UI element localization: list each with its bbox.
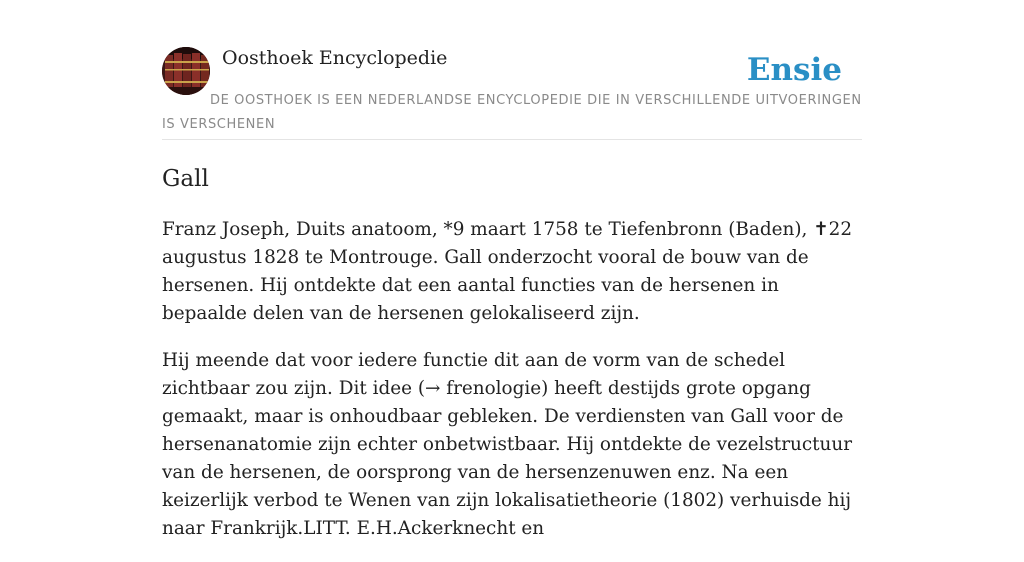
header-divider bbox=[162, 139, 862, 140]
article-body bbox=[162, 216, 862, 562]
encyclopedia-books-icon bbox=[162, 47, 210, 95]
article-paragraph: Franz Joseph, Duits anatoom, *9 maart 1758 te Tiefenbronn (Baden), ✝22 augustus 1828 te Montrouge. Gall onderzocht vooral de bouw van de hersenen. Hij ontdekte dat een aantal functies van de hersenen in bepaalde delen van de hersenen gelokaliseerd zijn. bbox=[162, 219, 853, 324]
site-avatar[interactable] bbox=[162, 47, 210, 95]
site-title[interactable]: Oosthoek Encyclopedie bbox=[222, 47, 448, 69]
article-paragraph: Hij meende dat voor iedere functie dit aan de vorm van de schedel zichtbaar zou zijn. Dit idee (→ frenologie) heeft destijds grote opgang gemaakt, maar is onhoudbaar gebleken. De verdiensten van Gall voor de hersenanatomie zijn echter onbetwistbaar. Hij ontdekte de vezelstructuur van de hersenen, de oorsprong van de hersenzenuwen enz. Na een keizerlijk verbod te Wenen van zijn lokalisatietheorie (1802) verhuisde hij naar Frankrijk.LITT. E.H.Ackerknecht en bbox=[162, 350, 853, 539]
article-title: Gall bbox=[162, 166, 209, 192]
site-tagline: DE OOSTHOEK IS EEN NEDERLANDSE ENCYCLOPEDIE DIE IN VERSCHILLENDE UITVOERINGEN IS VERSCHENEN bbox=[162, 93, 862, 132]
brand-logo[interactable]: Ensie bbox=[746, 52, 842, 88]
